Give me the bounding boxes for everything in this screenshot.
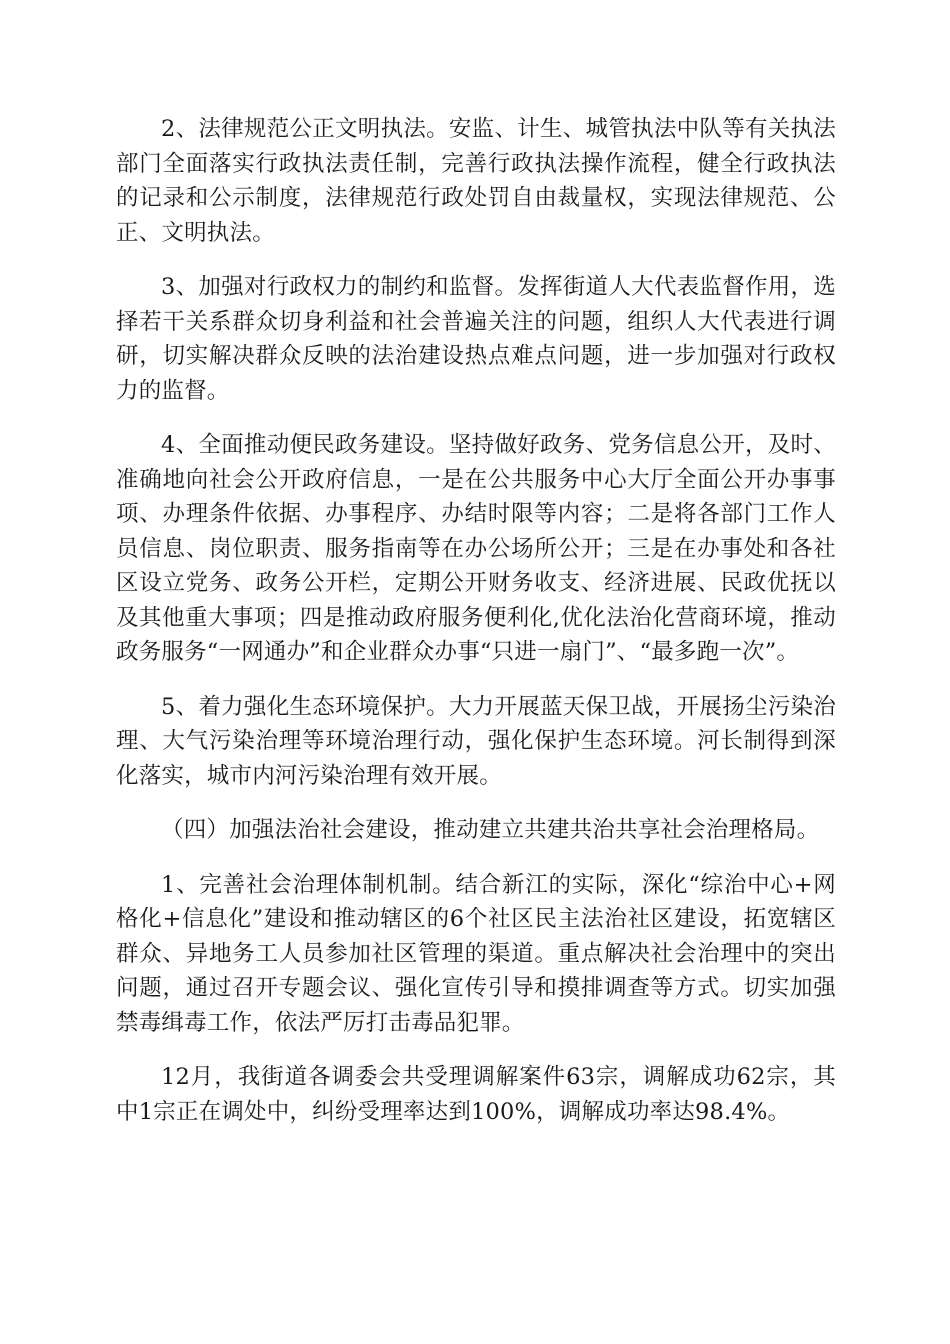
paragraph-environment-protection: 5、着力强化生态环境保护。大力开展蓝天保卫战，开展扬尘污染治理、大气污染治理等环境治理行动，强化保护生态环境。河长制得到深化落实，城市内河污染治理有效开展。 [116, 693, 836, 789]
document-page [116, 112, 836, 1149]
paragraph-mediation-statistics: 12月，我街道各调委会共受理调解案件63宗，调解成功62宗，其中1宗正在调处中，纠纷受理率达到100%，调解成功率达98.4%。 [116, 1064, 836, 1125]
paragraph-law-enforcement: 2、法律规范公正文明执法。安监、计生、城管执法中队等有关执法部门全面落实行政执法责任制，完善行政执法操作流程，健全行政执法的记录和公示制度，法律规范行政处罚自由裁量权，实现法律规范、公正、文明执法。 [116, 116, 836, 246]
paragraph-social-governance: 1、完善社会治理体制机制。结合新江的实际，深化“综治中心+网格化+信息化”建设和推动辖区的6个社区民主法治社区建设，拓宽辖区群众、异地务工人员参加社区管理的渠道。重点解决社会治理中的突出问题，通过召开专题会议、强化宣传引导和摸排调查等方式。切实加强禁毒缉毒工作，依法严厉打击毒品犯罪。 [116, 871, 836, 1036]
paragraph-power-supervision: 3、加强对行政权力的制约和监督。发挥街道人大代表监督作用，选择若干关系群众切身利益和社会普遍关注的问题，组织人大代表进行调研，切实解决群众反映的法治建设热点难点问题，进一步加强对行政权力的监督。 [116, 274, 836, 404]
paragraph-convenience-services: 4、全面推动便民政务建设。坚持做好政务、党务信息公开，及时、准确地向社会公开政府信息，一是在公共服务中心大厅全面公开办事事项、办理条件依据、办事程序、办结时限等内容；二是将各部门工作人员信息、岗位职责、服务指南等在办公场所公开；三是在办事处和各社区设立党务、政务公开栏，定期公开财务收支、经济进展、民政优抚以及其他重大事项；四是推动政府服务便利化,优化法治化营商环境，推动政务服务“一网通办”和企业群众办事“只进一扇门”、“最多跑一次”。 [116, 432, 836, 665]
section-heading-rule-of-law-society: （四）加强法治社会建设，推动建立共建共治共享社会治理格局。 [161, 817, 820, 843]
